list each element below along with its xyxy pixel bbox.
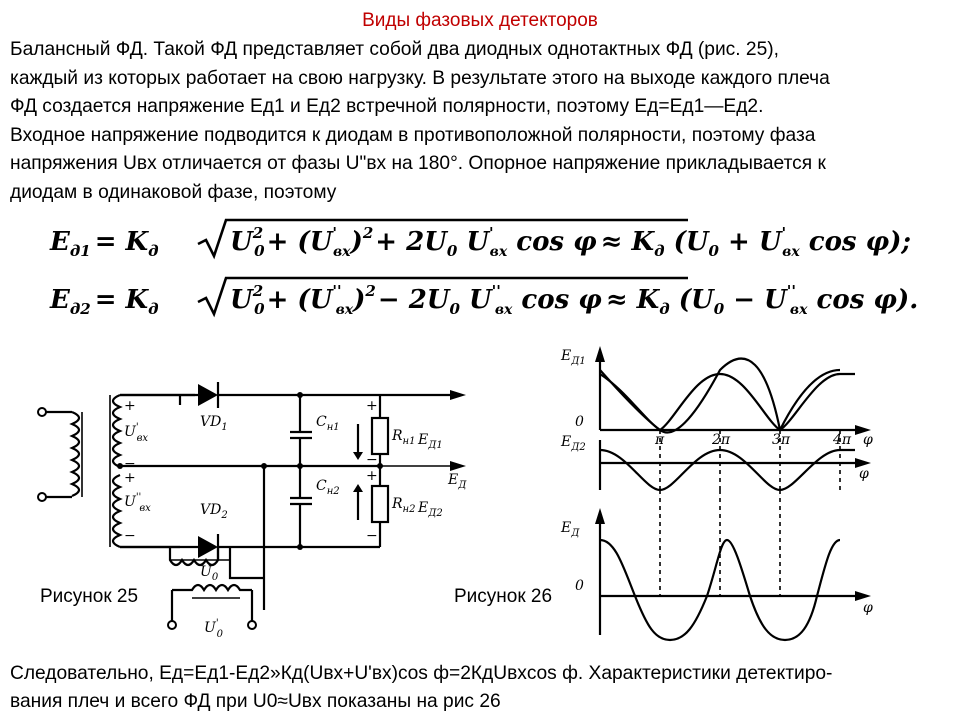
svg-text:EД1 — [417, 432, 443, 451]
f1-rhs-sup: ' — [781, 224, 787, 242]
paragraph-line: напряжения Uвх отличается от фазы U"вх на 180°. Опорное напряжение прикладывается к — [10, 153, 826, 175]
figure-26-waveforms — [555, 340, 885, 645]
ed1-sub: Д1 — [428, 440, 443, 451]
conclusion-paragraph — [10, 660, 950, 716]
figure-26-caption: Рисунок 26 — [454, 586, 553, 607]
paragraph-line: Входное напряжение подводится к диодам в противоположной полярности, поэтому фаза — [10, 124, 816, 146]
f2-lhs: E — [50, 285, 70, 315]
paragraph-line: диодам в одинаковой фазе, поэтому — [10, 181, 337, 203]
f1-rhs-end: cos φ); — [799, 227, 912, 257]
f1-ra-sup: 2 — [252, 224, 264, 242]
f1-rc-u-sub: вх — [489, 244, 508, 260]
f2-rhs-end: cos φ). — [807, 285, 919, 315]
u0p-sub: 0 — [216, 629, 223, 640]
minus-r2-label: − — [366, 528, 378, 544]
fig26-ed-sub: Д — [571, 528, 580, 539]
figure-25-caption: Рисунок 25 — [40, 586, 139, 607]
vd2-label: VD — [200, 502, 222, 518]
f1-rc-u: U — [457, 227, 490, 257]
rn1-sub: н1 — [402, 436, 416, 447]
f2-rc-u: U — [459, 285, 492, 315]
vd2-sub: 2 — [221, 510, 228, 521]
f1-rc-sub: 0 — [446, 242, 458, 260]
svg-text:VD2 — [200, 502, 228, 521]
f2-rhs-sup: '' — [786, 282, 796, 300]
rn2-label: R — [392, 496, 403, 512]
svg-text:Cн2 — [316, 478, 340, 497]
u-in1-label: U — [124, 424, 136, 440]
conclusion-line: Следовательно, Ед=Ед1-Ед2»Кд(Uвх+U'вх)cos ф=2КдUвхcos ф. Характеристики детектиро- — [10, 663, 833, 684]
paragraph-line: каждый из которых работает на свою нагрузку. В результате этого на выходе каждого плеча — [10, 67, 830, 89]
f2-ra-sub: 0 — [254, 300, 265, 318]
u0p-sup: ' — [215, 618, 219, 629]
vd1-sub: 1 — [221, 422, 228, 433]
plus-r1-label: + — [366, 398, 378, 414]
formula-ed2 — [48, 274, 948, 318]
cn1-label: C — [316, 414, 327, 430]
svg-text:Eд2= Kд — [49, 285, 159, 318]
paragraph-line: ФД создается напряжение Ед1 и Ед2 встречной полярности, поэтому Ед=Ед1—Ед2. — [10, 96, 764, 118]
minus-r1-label: − — [366, 452, 378, 468]
fig26-phi1-label: φ — [863, 432, 873, 448]
f1-eq: = K — [94, 227, 149, 257]
plus-top-label: + — [124, 398, 136, 414]
slide-title: Виды фазовых детекторов — [362, 10, 598, 31]
fig26-4pi-label: 4π — [833, 432, 852, 448]
svg-text:U0 — [200, 564, 219, 583]
f1-lhs-sub: д1 — [69, 242, 91, 260]
f2-rb-pow: 2 — [365, 282, 376, 300]
f2-rhs-open: (U — [669, 285, 714, 315]
f1-rhs-sub0: 0 — [708, 242, 719, 260]
svg-text:EД2 — [417, 500, 443, 519]
u-in1-sub: вх — [136, 433, 149, 444]
fig26-pi-label: π — [655, 432, 665, 448]
plus2-label: + — [124, 470, 136, 486]
u-in2-label: U — [124, 494, 136, 510]
f1-rhs-open: (U — [664, 227, 709, 257]
vd1-label: VD — [200, 414, 222, 430]
f2-rc-u-sup: '' — [491, 282, 501, 300]
f1-rhs-plus: + U — [718, 227, 782, 257]
f2-rhs-sub: вх — [789, 302, 808, 318]
fig26-ed2-label: E — [561, 434, 572, 450]
f2-rb-sup: '' — [332, 282, 342, 300]
f2-lhs-sub: д2 — [69, 300, 91, 318]
f1-rhs-sub: вх — [782, 244, 800, 260]
svg-text:U'вх — [124, 422, 148, 444]
ed-label: E — [448, 472, 459, 488]
f1-rb-pow: 2 — [362, 224, 374, 242]
minus2-label: − — [124, 528, 136, 544]
f2-rc-u-sub: вх — [494, 302, 513, 318]
svg-text:U20+ (U'вх)2+ 2U0 U'вх cos φ≈ — [230, 224, 911, 260]
ed2-label: E — [418, 500, 429, 516]
ed1-label: E — [418, 432, 429, 448]
minus1-label: − — [124, 456, 136, 472]
f1-approx: ≈ K — [600, 227, 655, 257]
cn1-sub: н1 — [326, 422, 340, 433]
ed2-sub: Д2 — [428, 508, 443, 519]
f1-rb-sup: ' — [332, 224, 337, 242]
f1-rc-cos: cos φ — [507, 227, 597, 257]
ed-sub: Д — [458, 480, 467, 491]
svg-text:EД — [447, 472, 467, 491]
fig26-ed1-label: E — [561, 348, 572, 364]
plus-r2-label: + — [366, 468, 378, 484]
svg-text:Rн2 — [391, 496, 416, 515]
f2-rb-close: ) — [353, 285, 366, 315]
fig26-zero3-label: 0 — [575, 578, 584, 594]
svg-text:EД2 — [560, 434, 586, 453]
svg-text:U''вх — [124, 492, 151, 514]
u-in1-sup: ' — [135, 422, 139, 433]
f2-rhs-sub0: 0 — [713, 300, 725, 318]
f2-rb: + (U — [266, 285, 333, 315]
fig26-zero1-label: 0 — [575, 414, 584, 430]
fig26-3pi-label: 3π — [772, 432, 791, 448]
f2-approx: ≈ K — [605, 285, 660, 315]
u0-label: U — [200, 564, 212, 580]
svg-text:Eд1= Kд — [49, 227, 159, 260]
svg-text:U'0 — [204, 618, 224, 640]
fig26-2pi-label: 2π — [712, 432, 731, 448]
svg-text:VD1 — [200, 414, 228, 433]
f2-rc-sub: 0 — [449, 300, 460, 318]
f2-rc: − 2U — [377, 285, 450, 315]
f1-rc-u-sup: ' — [489, 224, 494, 242]
f1-rb-close: ) — [350, 227, 363, 257]
f2-ra-sup: 2 — [252, 282, 264, 300]
f2-rhs-plus: − U — [724, 285, 787, 315]
u-in2-sup: '' — [135, 492, 142, 503]
f2-eq: = K — [94, 285, 149, 315]
u-in2-sub: вх — [139, 503, 151, 514]
f1-lhs: E — [50, 227, 70, 257]
f1-rc: + 2U — [375, 227, 447, 257]
fig26-ed1-sub: Д1 — [571, 356, 586, 367]
svg-text:EД — [560, 520, 580, 539]
fig26-ed2-sub: Д2 — [571, 442, 586, 453]
fig26-phi3-label: φ — [863, 600, 873, 616]
conclusion-line: вания плеч и всего ФД при U0≈Uвх показаны на рис 26 — [10, 691, 501, 712]
cn2-sub: н2 — [326, 486, 340, 497]
f2-approx-sub: д — [659, 300, 670, 318]
svg-text:Rн1 — [391, 428, 416, 447]
f1-rb-sub: вх — [332, 244, 351, 260]
fig26-ed-label: E — [561, 520, 572, 536]
u0p-label: U — [204, 620, 216, 636]
f2-ra: U — [230, 285, 253, 315]
u0-sub: 0 — [211, 572, 219, 583]
f1-ra: U — [230, 227, 253, 257]
rn1-label: R — [392, 428, 403, 444]
f2-rb-sub: вх — [335, 302, 354, 318]
f1-approx-sub: д — [654, 242, 665, 260]
cn2-label: C — [316, 478, 327, 494]
svg-text:EД1 — [560, 348, 586, 367]
svg-text:U20+ (U''вх)2− 2U0 U''вх cos φ — [230, 282, 918, 318]
intro-paragraph — [10, 36, 950, 208]
f1-rb: + (U — [266, 227, 333, 257]
fig26-phi2-label: φ — [859, 466, 869, 482]
paragraph-line: Балансный ФД. Такой ФД представляет собой два диодных однотактных ФД (рис. 25), — [10, 39, 779, 60]
f1-k-sub: д — [148, 242, 159, 260]
f2-k-sub: д — [148, 300, 159, 318]
f2-rc-cos: cos φ — [512, 285, 602, 315]
formula-ed1 — [48, 216, 948, 260]
f1-ra-sub: 0 — [254, 242, 265, 260]
svg-text:Cн1 — [316, 414, 340, 433]
rn2-sub: н2 — [402, 504, 416, 515]
